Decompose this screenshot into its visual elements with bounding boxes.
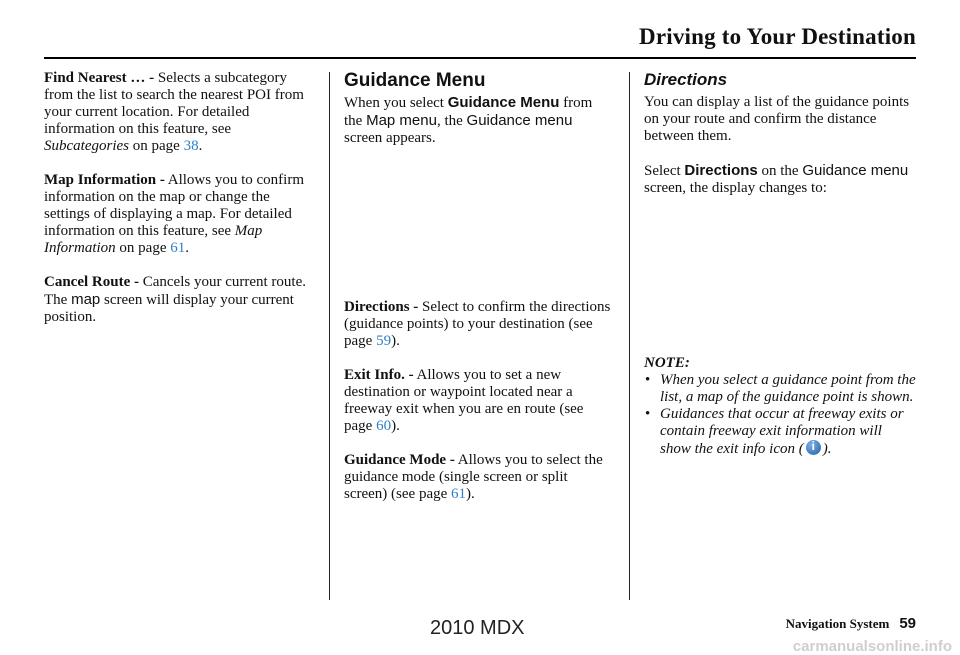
note-item: • When you select a guidance point from the list, a map of the guidance point is shown. (644, 372, 916, 406)
guidance-mode-paragraph (344, 452, 614, 503)
period: . (198, 138, 203, 154)
map-screen-term: map (71, 291, 101, 308)
cancel-route-text-end: screen will display your current position. (44, 292, 294, 325)
period: . (185, 240, 189, 256)
intro-text: screen appears. (344, 130, 436, 146)
footer-label: Navigation System (785, 616, 890, 631)
paren-end: ). (391, 333, 400, 349)
watermark: carmanualsonline.info (792, 638, 952, 655)
page-ref-text: on page (128, 138, 184, 154)
guidance-menu-term: Guidance menu (802, 162, 909, 179)
note-list (644, 372, 916, 458)
map-information-ref: Map Information (44, 223, 263, 256)
exit-info-text: Allows you to set a new destination or waypoint located near a freeway exit when you are en route (see page (344, 367, 584, 434)
paren-end: ). (391, 418, 400, 434)
page-link-38[interactable]: 38 (183, 138, 199, 154)
screen-image-placeholder (344, 164, 614, 299)
select-text: on the (757, 163, 803, 179)
header-rule (44, 57, 916, 59)
page-link-60[interactable]: 60 (376, 418, 392, 434)
page-title: Driving to Your Destination (639, 24, 916, 49)
subcategories-ref: Subcategories (44, 138, 129, 154)
find-nearest-term: Find Nearest … - (44, 70, 155, 86)
footer (786, 615, 916, 632)
column-divider (629, 72, 630, 600)
cancel-route-text: Cancels your current route. The (44, 274, 307, 308)
note-title: NOTE: (644, 355, 690, 371)
find-nearest-text: Selects a subcategory from the list to search the nearest POI from your current location. For detailed information on this feature, see (44, 70, 304, 137)
intro-text: When you select (344, 95, 448, 111)
directions-paragraph (344, 299, 614, 350)
guidance-menu-term: Guidance Menu (447, 94, 560, 111)
exit-info-term: Exit Info. - (344, 367, 414, 383)
guidance-mode-term: Guidance Mode - (344, 452, 455, 468)
find-nearest-paragraph (44, 70, 314, 155)
directions-intro: You can display a list of the guidance points on your route and confirm the distance between them. (644, 94, 910, 144)
page-link-61[interactable]: 61 (170, 240, 186, 256)
cancel-route-paragraph (44, 274, 314, 326)
directions-text: Select to confirm the directions (guidance points) to your destination (see page (344, 299, 611, 349)
page-link-59[interactable]: 59 (376, 333, 392, 349)
exit-info-paragraph (344, 367, 614, 435)
info-icon (806, 440, 821, 455)
intro-text: , the (436, 113, 467, 129)
note-end: ). (822, 441, 832, 457)
column-right (644, 70, 916, 458)
map-info-paragraph (44, 172, 314, 257)
directions-select (644, 162, 916, 197)
paren-end: ). (466, 486, 475, 502)
page-link-61[interactable]: 61 (451, 486, 467, 502)
page-ref-text: on page (115, 240, 171, 256)
page-number: 59 (899, 615, 916, 632)
map-info-term: Map Information - (44, 172, 165, 188)
model-label: 2010 MDX (430, 617, 525, 639)
guidance-menu-screen-term: Guidance menu (466, 112, 573, 129)
guidance-mode-text: Allows you to select the guidance mode (single screen or split screen) (see page (344, 452, 603, 502)
guidance-intro (344, 94, 614, 147)
cancel-route-term: Cancel Route - (44, 274, 139, 290)
directions-heading: Directions (644, 70, 728, 89)
note-text: Guidances that occur at freeway exits or contain freeway exit information will show the exit info icon ( (660, 406, 904, 457)
intro-text: from the (344, 95, 593, 129)
map-info-text: Allows you to confirm information on the map or change the settings of displaying a map. For detailed information on this feature, see (44, 172, 304, 239)
column-left (44, 70, 314, 343)
note-item (644, 406, 916, 458)
map-menu-term: Map menu (366, 112, 437, 129)
select-text: screen, the display changes to: (644, 180, 827, 196)
guidance-menu-heading: Guidance Menu (344, 70, 486, 91)
select-text: Select (644, 163, 685, 179)
screen-image-placeholder (644, 214, 916, 355)
directions-term: Directions - (344, 299, 419, 315)
column-divider (329, 72, 330, 600)
column-middle (344, 70, 614, 520)
directions-term: Directions (684, 162, 758, 179)
